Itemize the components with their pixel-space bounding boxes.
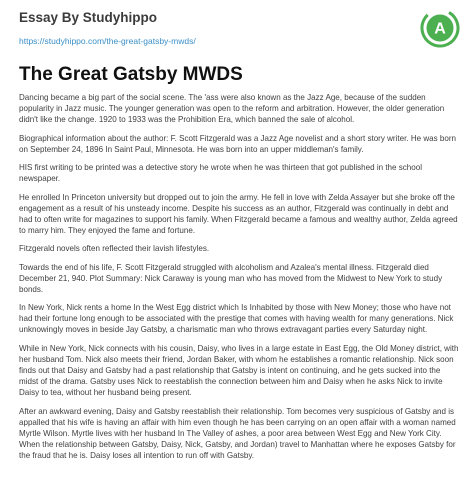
site-url-link[interactable]: https://studyhippo.com/the-great-gatsby-mwds/ xyxy=(19,36,196,46)
essay-paragraph: After an awkward evening, Daisy and Gatsby reestablish their relationship. Tom becomes very suspicious of Gatsby and is appalled that his wife is having an affair with him even though he has been carrying on an open affair with a woman named Myrtle Wilson. Myrtle lives with her husband In The Valley of ashes, a poor area between West Egg and New York City. When the relationship between Gatsby, Daisy, Nick, Gatsby, and Jordan) travel to Manhattan where he exposes Gatsby for the fraud that he is. Daisy loses all intention to run off with Gatsby. xyxy=(19,406,456,460)
essay-paragraph: Fitzgerald novels often reflected their lavish lifestyles. xyxy=(19,244,210,254)
essay-paragraph: He enrolled In Princeton university but dropped out to join the army. He fell in love with Zelda Assayer but she broke off the engagement as a result of his unsteady income. Despite his success as an author, Fitzgerald was continually in debt and had to often write for magazines to support his family. When Fitzgerald became a famous and wealthy author, Zelda agreed to marry him. They enjoyed the fame and fortune. xyxy=(19,192,458,235)
site-title[interactable]: Essay By Studyhippo xyxy=(19,10,158,25)
page-header xyxy=(0,0,474,56)
essay-paragraph: Towards the end of his life, F. Scott Fitzgerald struggled with alcoholism and Azalea's mental illness. Fitzgerald died December 21, 940. Plot Summary: Nick Caraway is young man who has moved from the Midwest to New York to study bonds. xyxy=(19,262,443,294)
essay-paragraph: Biographical information about the author: F. Scott Fitzgerald was a Jazz Age novelist and a short story writer. He was born on September 24, 1896 In Saint Paul, Minnesota. He was born into an upper middleman's family. xyxy=(19,133,456,154)
essay-paragraph: HIS first writing to be printed was a detective story he wrote when he was thirteen that got published in the school newspaper. xyxy=(19,163,423,184)
studyhippo-logo-icon[interactable] xyxy=(420,8,460,48)
essay-paragraph: While in New York, Nick connects with his cousin, Daisy, who lives in a large estate in East Egg, the Old Money district, with her husband Tom. Nick also meets their friend, Jordan Baker, with whom he establishes a romantic relationship. Nick soon finds out that Daisy and Gatsby had a past relationship that Gatsby is intent on continuing, and he gets sucked into the midst of the drama. Gatsby uses Nick to reestablish the connection between him and Daisy when he asks Nick to invite Daisy to tea, without her husband being present. xyxy=(19,343,459,398)
essay-paragraph: In New York, Nick rents a home In the West Egg district which Is Inhabited by those with New Money; those who have not had their fortune long enough to be associated with the prestige that comes with having wealth for many generations. Nick unknowingly moves in beside Jay Gatsby, a charismatic man who throws extravagant parties every Saturday night. xyxy=(19,303,454,335)
page-title: The Great Gatsby MWDS xyxy=(19,64,243,85)
svg-text:A: A xyxy=(434,20,446,38)
essay-paragraph: Dancing became a big part of the social scene. The 'ass were also known as the Jazz Age, because of the sudden popularity in Jazz music. The younger generation was open to the reform and arbitration. However, the older generation didn't like the change. 1920 to 1933 was the Prohibition Era, which banned the sale of alcohol. xyxy=(19,93,445,125)
essay-body xyxy=(19,92,459,468)
